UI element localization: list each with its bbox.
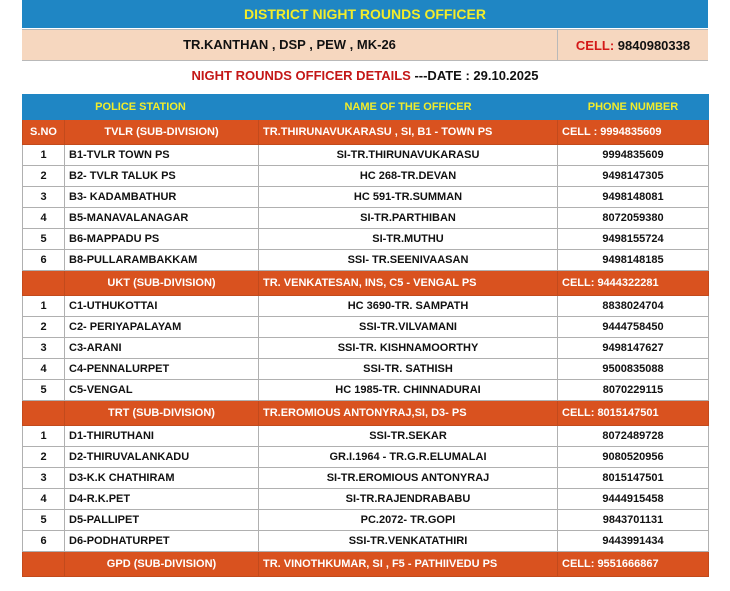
row-phone: 9444758450	[558, 317, 709, 338]
row-station: D2-THIRUVALANKADU	[65, 447, 259, 468]
row-station: C2- PERIYAPALAYAM	[65, 317, 259, 338]
table-row	[23, 187, 709, 208]
subdivision-name: UKT (SUB-DIVISION)	[65, 271, 259, 296]
row-station: D3-K.K CHATHIRAM	[65, 468, 259, 489]
row-phone: 8015147501	[558, 468, 709, 489]
subdivision-officer: TR. VENKATESAN, INS, C5 - VENGAL PS	[259, 271, 558, 296]
row-officer: SSI-TR.VENKATATHIRI	[259, 531, 558, 552]
row-station: D5-PALLIPET	[65, 510, 259, 531]
row-officer: SI-TR.THIRUNAVUKARASU	[259, 145, 558, 166]
row-station: B2- TVLR TALUK PS	[65, 166, 259, 187]
details-title: NIGHT ROUNDS OFFICER DETAILS	[191, 68, 411, 83]
row-phone: 9443991434	[558, 531, 709, 552]
row-station: B1-TVLR TOWN PS	[65, 145, 259, 166]
row-sno: 5	[23, 510, 65, 531]
row-phone: 8070229115	[558, 380, 709, 401]
table-row	[23, 166, 709, 187]
row-station: B3- KADAMBATHUR	[65, 187, 259, 208]
row-officer: SSI-TR. SATHISH	[259, 359, 558, 380]
district-officer-name: TR.KANTHAN , DSP , PEW , MK-26	[22, 30, 558, 60]
district-officer-cell	[558, 38, 708, 53]
cell-label: CELL:	[575, 37, 615, 53]
row-officer: SI-TR.EROMIOUS ANTONYRAJ	[259, 468, 558, 489]
table-row	[23, 531, 709, 552]
subdivision-cell: CELL : 9994835609	[558, 120, 709, 145]
subdivision-officer: TR.EROMIOUS ANTONYRAJ,SI, D3- PS	[259, 401, 558, 426]
header-police-station: POLICE STATION	[23, 95, 259, 120]
subdivision-cell: CELL: 8015147501	[558, 401, 709, 426]
table-row	[23, 489, 709, 510]
row-station: C5-VENGAL	[65, 380, 259, 401]
row-station: C1-UTHUKOTTAI	[65, 296, 259, 317]
row-sno: 1	[23, 296, 65, 317]
table-row	[23, 208, 709, 229]
row-phone: 8838024704	[558, 296, 709, 317]
table-row	[23, 296, 709, 317]
details-date: ---DATE : 29.10.2025	[410, 68, 539, 83]
row-officer: SSI- TR.SEENIVAASAN	[259, 250, 558, 271]
row-station: D1-THIRUTHANI	[65, 426, 259, 447]
row-sno: 6	[23, 250, 65, 271]
row-sno: 1	[23, 145, 65, 166]
row-phone: 9080520956	[558, 447, 709, 468]
row-station: D6-PODHATURPET	[65, 531, 259, 552]
subdivision-sno	[23, 401, 65, 426]
header-phone-number: PHONE NUMBER	[558, 95, 709, 120]
row-phone: 9498148185	[558, 250, 709, 271]
table-header	[23, 95, 709, 120]
row-officer: SI-TR.MUTHU	[259, 229, 558, 250]
row-officer: HC 3690-TR. SAMPATH	[259, 296, 558, 317]
row-officer: SSI-TR.VILVAMANI	[259, 317, 558, 338]
row-sno: 3	[23, 338, 65, 359]
details-heading	[22, 68, 708, 83]
row-officer: HC 1985-TR. CHINNADURAI	[259, 380, 558, 401]
row-sno: 5	[23, 229, 65, 250]
subdivision-row	[23, 120, 709, 145]
table-row	[23, 380, 709, 401]
row-sno: 4	[23, 208, 65, 229]
table-row	[23, 317, 709, 338]
row-sno: 1	[23, 426, 65, 447]
row-station: C4-PENNALURPET	[65, 359, 259, 380]
row-sno: 4	[23, 359, 65, 380]
row-officer: SSI-TR.SEKAR	[259, 426, 558, 447]
row-officer: HC 268-TR.DEVAN	[259, 166, 558, 187]
row-officer: HC 591-TR.SUMMAN	[259, 187, 558, 208]
row-officer: PC.2072- TR.GOPI	[259, 510, 558, 531]
table-row	[23, 510, 709, 531]
cell-value: 9840980338	[617, 37, 691, 53]
subdivision-name: TVLR (SUB-DIVISION)	[65, 120, 259, 145]
subdivision-row	[23, 401, 709, 426]
row-phone: 9498147305	[558, 166, 709, 187]
row-sno: 3	[23, 187, 65, 208]
row-officer: SI-TR.RAJENDRABABU	[259, 489, 558, 510]
subdivision-officer: TR.THIRUNAVUKARASU , SI, B1 - TOWN PS	[259, 120, 558, 145]
row-station: B6-MAPPADU PS	[65, 229, 259, 250]
row-phone: 9498155724	[558, 229, 709, 250]
subdivision-sno: S.NO	[23, 120, 65, 145]
row-phone: 9500835088	[558, 359, 709, 380]
row-officer: GR.I.1964 - TR.G.R.ELUMALAI	[259, 447, 558, 468]
rounds-table	[22, 94, 709, 577]
row-phone: 9498148081	[558, 187, 709, 208]
subdivision-name: TRT (SUB-DIVISION)	[65, 401, 259, 426]
row-sno: 5	[23, 380, 65, 401]
row-station: B8-PULLARAMBAKKAM	[65, 250, 259, 271]
row-station: B5-MANAVALANAGAR	[65, 208, 259, 229]
row-phone: 9843701131	[558, 510, 709, 531]
row-sno: 2	[23, 166, 65, 187]
district-officer-bar	[22, 29, 708, 61]
table-row	[23, 229, 709, 250]
table-row	[23, 468, 709, 489]
subdivision-cell: CELL: 9551666867	[558, 552, 709, 577]
row-phone: 9994835609	[558, 145, 709, 166]
subdivision-cell: CELL: 9444322281	[558, 271, 709, 296]
subdivision-sno	[23, 271, 65, 296]
row-phone: 8072059380	[558, 208, 709, 229]
row-sno: 4	[23, 489, 65, 510]
row-phone: 8072489728	[558, 426, 709, 447]
row-sno: 3	[23, 468, 65, 489]
table-row	[23, 447, 709, 468]
subdivision-name: GPD (SUB-DIVISION)	[65, 552, 259, 577]
row-phone: 9444915458	[558, 489, 709, 510]
row-officer: SI-TR.PARTHIBAN	[259, 208, 558, 229]
table-row	[23, 250, 709, 271]
row-station: C3-ARANI	[65, 338, 259, 359]
row-sno: 2	[23, 447, 65, 468]
subdivision-officer: TR. VINOTHKUMAR, SI , F5 - PATHIIVEDU PS	[259, 552, 558, 577]
header-officer-name: NAME OF THE OFFICER	[259, 95, 558, 120]
subdivision-sno	[23, 552, 65, 577]
row-phone: 9498147627	[558, 338, 709, 359]
table-row	[23, 145, 709, 166]
table-row	[23, 338, 709, 359]
row-officer: SSI-TR. KISHNAMOORTHY	[259, 338, 558, 359]
table-row	[23, 359, 709, 380]
row-sno: 2	[23, 317, 65, 338]
table-row	[23, 426, 709, 447]
row-sno: 6	[23, 531, 65, 552]
row-station: D4-R.K.PET	[65, 489, 259, 510]
subdivision-row	[23, 552, 709, 577]
page-banner: DISTRICT NIGHT ROUNDS OFFICER	[22, 0, 708, 28]
subdivision-row	[23, 271, 709, 296]
